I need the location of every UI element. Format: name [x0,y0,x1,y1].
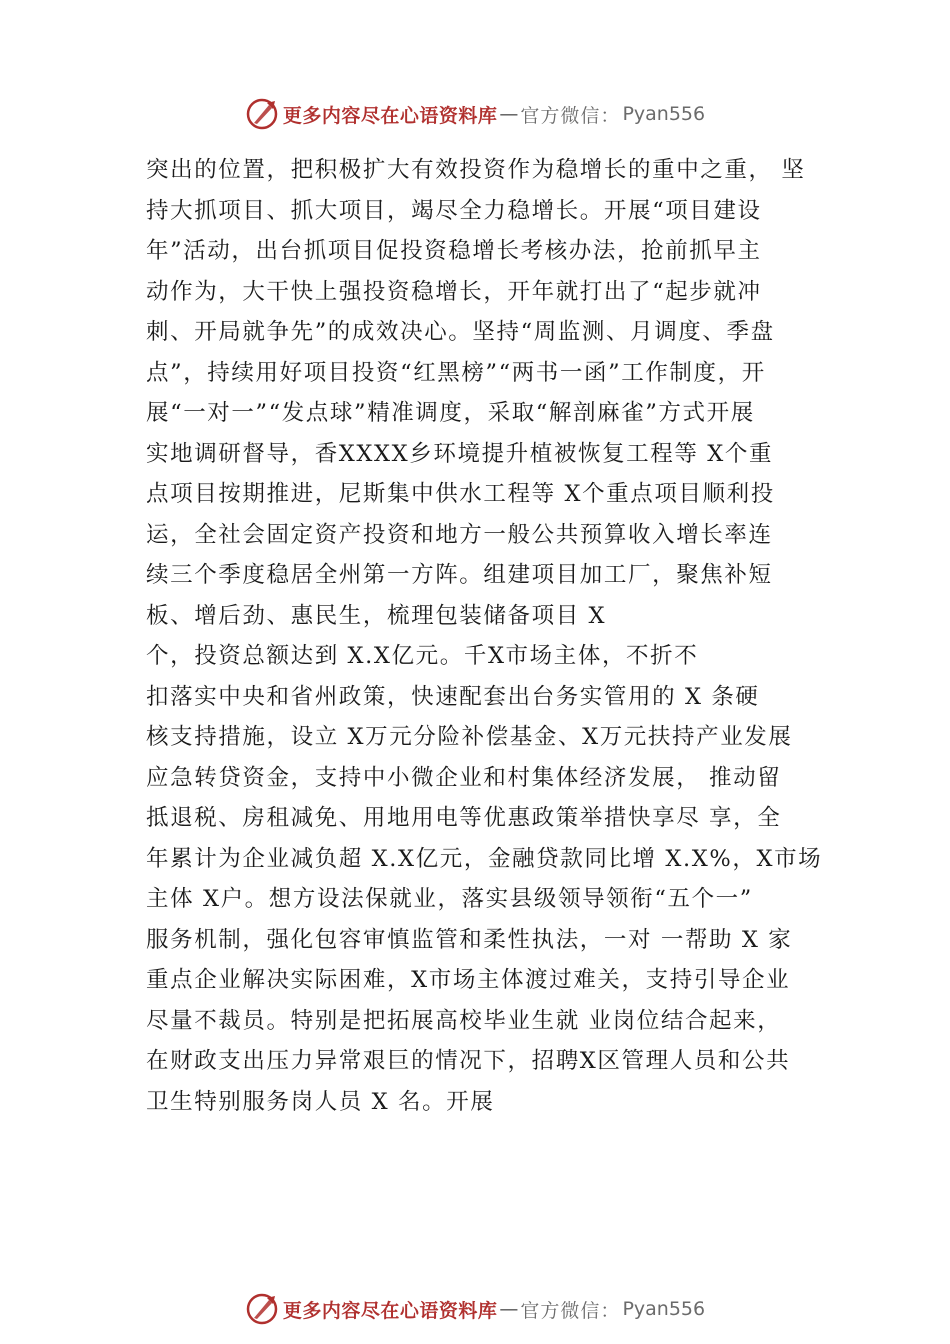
banner-account-label: 官方微信： [520,104,621,127]
text-line: 扣落实中央和省州政策，快速配套出台务实管用的 X 条硬 [146,683,760,710]
text-line: 应急转贷资金，支持中小微企业和村集体经济发展， 推动留 [146,764,782,791]
text-line: 个，投资总额达到 X.X亿元。千X市场主体，不折不 [146,643,699,669]
text-line: 点”，持续用好项目投资“红黑榜”“两书一函”工作制度，开 [146,359,766,386]
banner-account-id: Pyan556 [622,1298,706,1320]
text-line: 年”活动，出台抓项目促投资稳增长考核办法，抢前抓早主 [146,238,762,264]
text-line: 服务机制，强化包容审慎监管和柔性执法，一对 一帮助 X 家 [146,926,793,953]
banner-main-text: 更多内容尽在心语资料库 [282,1299,498,1322]
quill-seal-logo-icon [245,1292,279,1326]
text-line: 展“一对一”“发点球”精准调度，采取“解剖麻雀”方式开展 [146,400,755,426]
text-line: 续三个季度稳居全州第一方阵。组建项目加工厂，聚焦补短 [146,562,773,588]
text-line: 抵退税、房租减免、用地用电等优惠政策举措快享尽 享，全 [146,805,782,831]
banner-main-text: 更多内容尽在心语资料库 [282,104,498,127]
text-line: 运，全社会固定资产投资和地方一般公共预算收入增长率连 [146,521,773,548]
text-line: 点项目按期推进，尼斯集中供水工程等 X个重点项目顺利投 [146,481,775,507]
text-line: 板、增后劲、惠民生，梳理包装储备项目 X [146,602,607,629]
text-line: 核支持措施，设立 X万元分险补偿基金、X万元扶持产业发展 [146,724,793,750]
text-line: 尽量不裁员。特别是把拓展高校毕业生就 业岗位结合起来， [146,1007,782,1034]
header-banner [0,94,950,134]
footer-banner [0,1289,950,1329]
body-text [146,150,836,1122]
text-line: 重点企业解决实际困难，X市场主体渡过难关，支持引导企业 [146,967,791,993]
banner-dash: — [499,103,519,125]
quill-seal-logo-icon [245,97,279,131]
text-line: 动作为，大干快上强投资稳增长，开年就打出了“起步就冲 [146,278,762,305]
text-line: 突出的位置，把积极扩大有效投资作为稳增长的重中之重， 坚 [146,157,806,183]
banner-account-id: Pyan556 [622,103,706,125]
banner-account-label: 官方微信： [520,1299,621,1322]
text-line: 实地调研督导，香XXXX乡环境提升植被恢复工程等 X个重 [146,440,774,467]
text-line: 卫生特别服务岗人员 X 名。开展 [146,1088,495,1115]
text-line: 年累计为企业减负超 X.X亿元，金融贷款同比增 X.X%，X市场 [146,845,823,872]
text-line: 主体 X户。想方设法保就业，落实县级领导领衔“五个一” [146,886,753,912]
text-line: 刺、开局就争先”的成效决心。坚持“周监测、月调度、季盘 [146,319,775,345]
text-line: 在财政支出压力异常艰巨的情况下，招聘X区管理人员和公共 [146,1048,791,1074]
text-line: 持大抓项目、抓大项目，竭尽全力稳增长。开展“项目建设 [146,197,762,224]
banner-dash: — [499,1298,519,1320]
